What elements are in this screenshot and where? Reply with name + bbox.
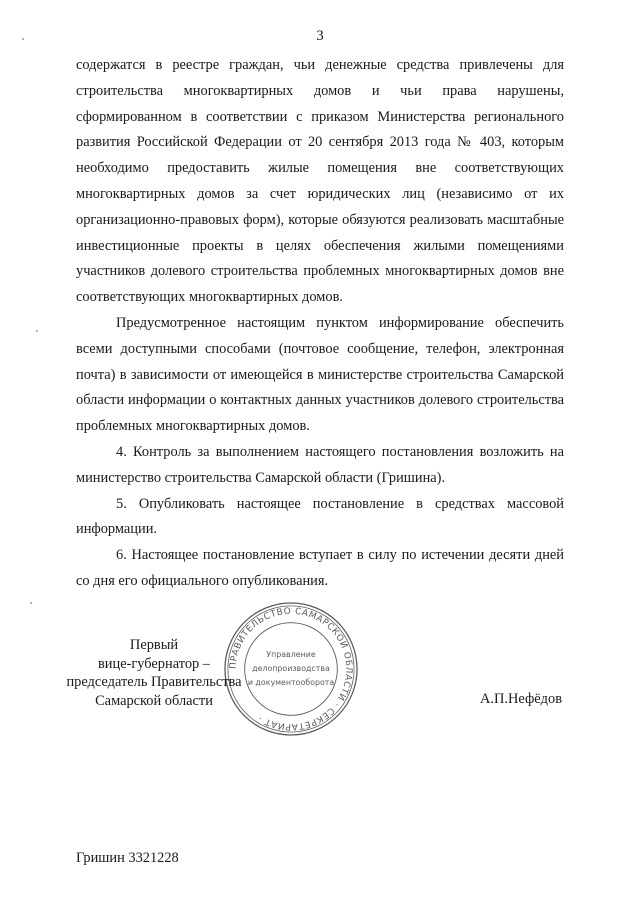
document-body [76, 53, 564, 595]
paragraph-item-6: 6. Настоящее постановление вступает в силу по истечении десяти дней со дня его официального опубликования. [76, 547, 564, 589]
signatory-title-line-3: председатель Правительства [66, 674, 242, 690]
stamp-ring-text: ПРАВИТЕЛЬСТВО САМАРСКОЙ ОБЛАСТИ · СЕКРЕТАРИАТ · [228, 606, 354, 732]
paragraph-continuation: содержатся в реестре граждан, чьи денежные средства привлечены для строительства многоквартирных домов и чьи права нарушены, сформированном в соответствии с приказом Министерства регионального развития Российской Федерации от 20 сентября 2013 года № 403, которым необходимо предоставить жилые помещения вне соответствующих многоквартирных домов за счет юридических лиц (независимо от их организационно-правовых форм), которые обязуются реализовать масштабные инвестиционные проекты в целях обеспечения жилыми помещениями участников долевого строительства проблемных многоквартирных домов вне соответствующих многоквартирных домов. [76, 57, 564, 306]
stamp-center-line-2: делопроизводства [252, 663, 330, 673]
scan-speck [22, 38, 24, 40]
paragraph-item-5: 5. Опубликовать настоящее постановление в средствах массовой информации. [76, 495, 564, 538]
executor-contact: Гришин 3321228 [76, 850, 179, 866]
stamp-center-line-1: Управление [266, 650, 316, 660]
scan-speck [30, 602, 32, 604]
page-number: 3 [316, 28, 324, 44]
signatory-title-line-4: Самарской области [95, 692, 213, 709]
paragraph-informing: Предусмотренное настоящим пунктом информирование обеспечить всеми доступными способами (почтовое сообщение, телефон, электронная почта) в зависимости от имеющейся в министерстве строительства Самарской области информации о контактных данных участников долевого строительства проблемных многоквартирных домов. [76, 314, 564, 435]
signatory-title-line-1: Первый [129, 637, 179, 653]
signatory-name: А.П.Нефёдов [480, 691, 562, 707]
paragraph-item-4: 4. Контроль за выполнением настоящего постановления возложить на министерство строительства Самарской области (Гришина). [76, 443, 564, 486]
stamp-center-line-3: и документооборота [247, 677, 335, 687]
signatory-title [54, 636, 254, 710]
scan-speck [36, 330, 38, 332]
signatory-title-line-2: вице-губернатор – [98, 655, 210, 672]
